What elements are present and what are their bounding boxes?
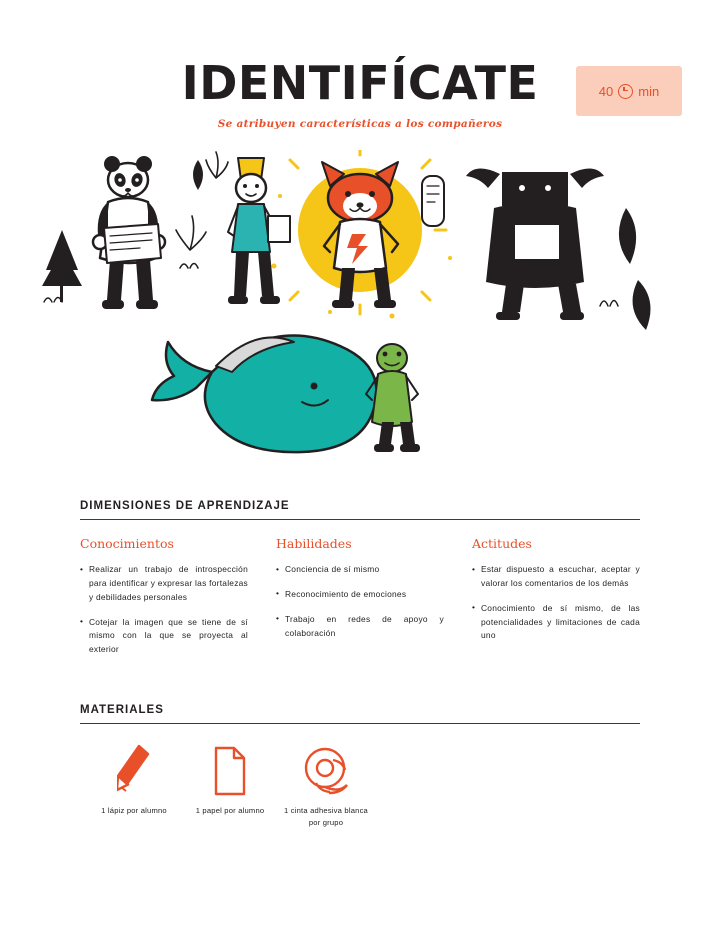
- list-item: • Conocimiento de sí mismo, de las potencialidades y limitaciones de cada uno: [472, 602, 640, 644]
- materials-section-title: MATERIALES: [80, 704, 164, 717]
- column-heading: Habilidades: [276, 536, 352, 551]
- dimensions-columns: [80, 536, 640, 668]
- material-item: [86, 742, 182, 828]
- list-item: • Estar dispuesto a escuchar, aceptar y valorar los comentarios de los demás: [472, 563, 640, 591]
- list-item: • Conciencia de sí mismo: [276, 563, 444, 577]
- duration-unit: min: [638, 83, 660, 99]
- panda-paper: [104, 224, 161, 263]
- whale-character: [152, 336, 376, 453]
- materials-section: [80, 704, 640, 828]
- leaf-decoration: [600, 208, 651, 330]
- paper-sheet-icon: [182, 742, 278, 796]
- pine-tree: [42, 230, 82, 302]
- dimensions-section-title: DIMENSIONES DE APRENDIZAJE: [80, 500, 290, 512]
- column-heading: Conocimientos: [80, 536, 174, 551]
- material-caption: 1 papel por alumno: [195, 806, 265, 816]
- material-caption: 1 lápiz por alumno: [101, 806, 167, 816]
- bull-character: [466, 168, 604, 320]
- dimension-column-conocimientos: [80, 536, 248, 668]
- material-item: [278, 742, 374, 828]
- frog-character: [366, 344, 420, 452]
- list-item: • Reconocimiento de emociones: [276, 588, 444, 602]
- material-item: [182, 742, 278, 828]
- materials-divider: [80, 723, 640, 724]
- pencil-icon: [86, 742, 182, 796]
- column-items: [276, 563, 444, 640]
- column-items: [80, 563, 248, 657]
- leaf-shape: [193, 160, 203, 190]
- dimension-column-habilidades: [276, 536, 444, 668]
- clock-icon: [618, 84, 633, 99]
- list-item: • Cotejar la imagen que se tiene de sí mismo con la que se proyecta al exterior: [80, 616, 248, 658]
- duration-badge: [576, 66, 682, 116]
- column-items: [472, 563, 640, 643]
- characters-illustration: [30, 150, 690, 500]
- tape-roll-icon: [278, 742, 374, 796]
- duration-value: 40: [598, 83, 614, 99]
- list-item: • Realizar un trabajo de introspección para identificar y expresar las fortalezas y debilidades personales: [80, 563, 248, 605]
- person-character: [228, 158, 290, 304]
- materials-list: [80, 742, 640, 828]
- column-heading: Actitudes: [472, 536, 532, 551]
- dimensions-divider: [80, 519, 640, 520]
- dimension-column-actitudes: [472, 536, 640, 668]
- learning-dimensions-section: [80, 500, 640, 668]
- page-subtitle: Se atribuyen características a los compañeros: [217, 118, 503, 130]
- note-sheet: [422, 176, 444, 226]
- material-caption: 1 cinta adhesiva blanca por grupo: [284, 806, 368, 827]
- page-header: [0, 0, 720, 150]
- page-title: IDENTIFÍCATE: [181, 56, 539, 110]
- panda-character: [93, 156, 165, 309]
- list-item: • Trabajo en redes de apoyo y colaboración: [276, 613, 444, 641]
